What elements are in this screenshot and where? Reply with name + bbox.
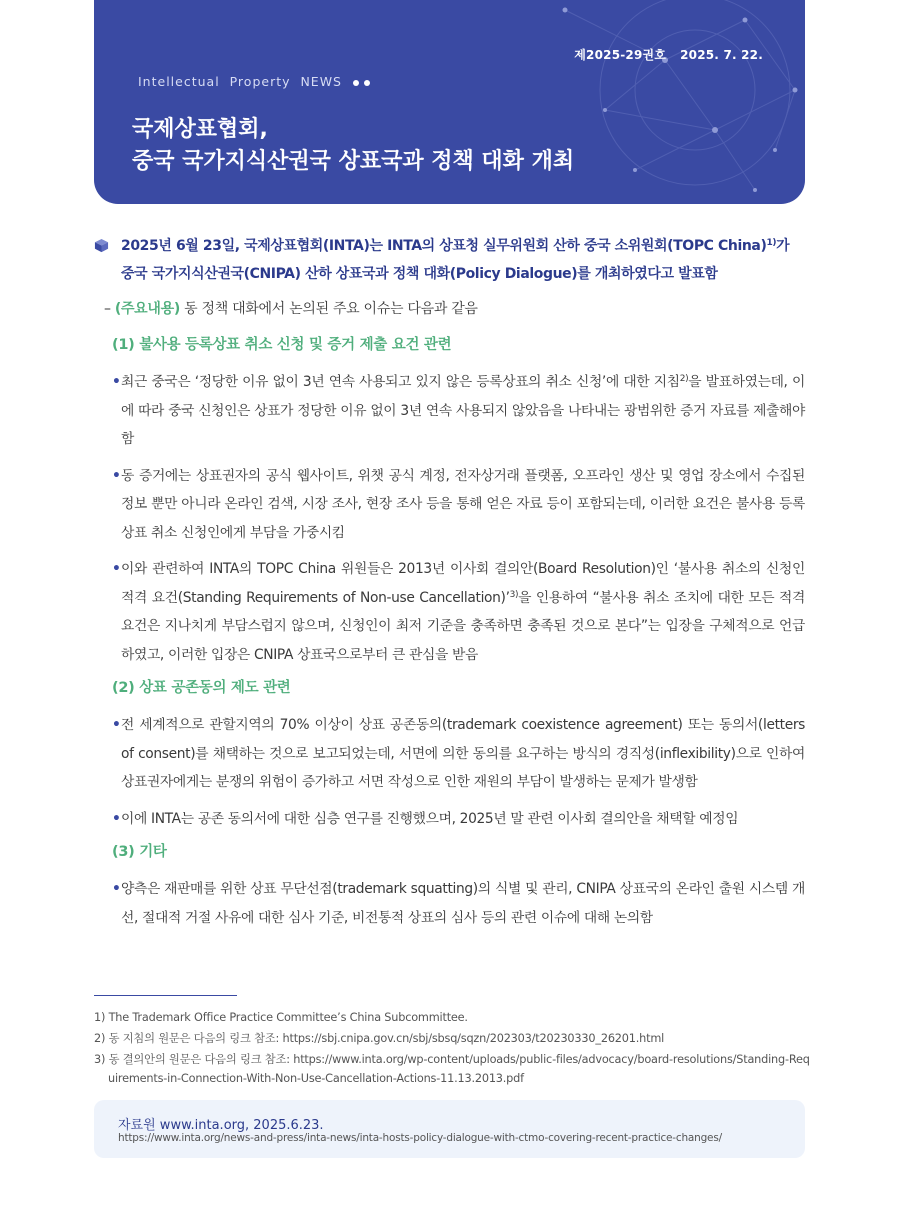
summary-label: (주요내용) <box>114 301 180 317</box>
section-1-list <box>94 368 805 669</box>
list-item-text: 동 증거에는 상표권자의 공식 웹사이트, 위챗 공식 계정, 전자상거래 플랫폼, 오프라인 생산 및 영업 장소에서 수집된 정보 뿐만 아니라 온라인 검색, 시장 조사, 현장 조사 등을 통해 얻은 자료 등이 포함되는데, 이러한 요건은 불사용 등록상표 취소 신청인에게 부담을 가중시킴 <box>121 467 805 541</box>
issue-info <box>574 46 763 63</box>
title-line-1: 국제상표협회, <box>132 117 268 142</box>
section-heading-1: (1) 불사용 등록상표 취소 신청 및 증거 제출 요건 관련 <box>112 337 452 353</box>
footnote-ref-1: 1) <box>766 238 777 248</box>
list-item: • 양측은 재판매를 위한 상표 무단선점(trademark squatting)의 식별 및 관리, CNIPA 상표국의 온라인 출원 시스템 개선, 절대적 거절 사유에 대한 심사 기준, 비전통적 상표의 심사 등의 관련 이슈에 대해 논의함 <box>112 881 805 926</box>
issue-number: 제2025-29권호 <box>574 48 667 62</box>
lead-line-1-tail: 가 <box>776 238 790 254</box>
footnote-ref-2: 2) <box>679 374 689 384</box>
list-item-text: 이와 관련하여 INTA의 TOPC China 위원들은 2013년 이사회 결의안(Board Resolution)인 ‘불사용 취소의 신청인 적격 요건(Standing Requirements of Non-use Cancellation)’ <box>121 561 805 606</box>
summary-dash: – <box>104 301 111 317</box>
footnotes <box>94 1008 810 1090</box>
lead-line-2: 중국 국가지식산권국(CNIPA) 산하 상표국과 정책 대화(Policy Dialogue)를 개최하였다고 발표함 <box>121 266 718 282</box>
footnote-ref-3: 3) <box>509 589 519 600</box>
footnote-2[interactable]: 2) 동 지침의 원문은 다음의 링크 참조: https://sbj.cnipa.gov.cn/sbj/sbsq/sqzn/202303/t20230330_26201.html <box>94 1032 665 1045</box>
list-item: • 이와 관련하여 INTA의 TOPC China 위원들은 2013년 이사회 결의안(Board Resolution)인 ‘불사용 취소의 신청인 적격 요건(Standing Requirements of Non-use Cancellation)’$^{3)}$을 인용하여 “불사용 취소 조치에 대한 모든 적격 요건은 지나치게 부담스럽지 않으며, 신청인이 최저 기준을 충족하면 충족된 것으로 본다”는 입장을 구체적으로 언급하였고, 이러한 입장은 CNIPA 상표국으로부터 큰 관심을 받음 <box>112 561 805 663</box>
list-item-text: 전 세계적으로 관할지역의 70% 이상이 상표 공존동의(trademark coexistence agreement) 또는 동의서(letters of consent)를 채택하는 것으로 보고되었는데, 서면에 의한 동의를 요구하는 방식의 경직성(inflexibility)으로 인하여 상표권자에게는 분쟁의 위험이 증가하고 서면 작성으로 인한 재원의 부담이 발생하는 문제가 발생함 <box>121 717 805 790</box>
lead-line-1: 2025년 6월 23일, 국제상표협회(INTA)는 INTA의 상표청 실무위원회 산하 중국 소위원회(TOPC China) <box>121 238 767 254</box>
list-item-text-tail: 을 발표하였는데, 이에 따라 중국 신청인은 상표가 정당한 이유 없이 3년 연속 사용되지 않았음을 나타내는 광범위한 증거 자료를 제출해야 함 <box>121 374 805 447</box>
summary-line <box>94 298 805 320</box>
network-decoration-icon <box>545 0 805 204</box>
dots-icon <box>348 74 370 89</box>
cube-bullet-icon <box>94 238 109 253</box>
article-body <box>94 232 805 940</box>
source-label[interactable]: 자료원 www.inta.org, 2025.6.23. <box>118 1118 324 1133</box>
header-banner <box>94 0 805 204</box>
list-item: • 동 증거에는 상표권자의 공식 웹사이트, 위챗 공식 계정, 전자상거래 플랫폼, 오프라인 생산 및 영업 장소에서 수집된 정보 뿐만 아니라 온라인 검색, 시장 조사, 현장 조사 등을 통해 얻은 자료 등이 포함되는데, 이러한 요건은 불사용 등록상표 취소 신청인에게 부담을 가중시킴 <box>112 467 805 541</box>
list-item-text: 이에 INTA는 공존 동의서에 대한 심층 연구를 진행했으며, 2025년 말 관련 이사회 결의안을 채택할 예정임 <box>121 810 739 827</box>
summary-text: 동 정책 대화에서 논의된 주요 이슈는 다음과 같음 <box>184 301 478 317</box>
footnote-3[interactable]: 3) 동 결의안의 원문은 다음의 링크 참조: https://www.inta.org/wp-content/uploads/public-files/advocacy/board-resolutions/Standing-Requirements-in-Connection-With-Non-Use-Cancellation-Actions-11.13.2013.pdf <box>94 1053 810 1085</box>
list-item-text-tail: 을 인용하여 “불사용 취소 조치에 대한 모든 적격 요건은 지나치게 부담스럽지 않으며, 신청인이 최저 기준을 충족하면 충족된 것으로 본다”는 입장을 구체적으로 언급하였고, 이러한 입장은 CNIPA 상표국으로부터 큰 관심을 받음 <box>121 589 805 663</box>
list-item: • 이에 INTA는 공존 동의서에 대한 심층 연구를 진행했으며, 2025년 말 관련 이사회 결의안을 채택할 예정임 <box>112 810 739 827</box>
source-url[interactable]: https://www.inta.org/news-and-press/inta-news/inta-hosts-policy-dialogue-with-ctmo-covering-recent-practice-changes/ <box>118 1132 722 1144</box>
series-label <box>138 74 370 89</box>
list-item-text: 최근 중국은 ‘정당한 이유 없이 3년 연속 사용되고 있지 않은 등록상표의 취소 신청’에 대한 지침 <box>121 374 680 390</box>
section-heading-2: (2) 상표 공존동의 제도 관련 <box>112 680 291 696</box>
footnote-1: 1) The Trademark Office Practice Committee’s China Subcommittee. <box>94 1011 468 1024</box>
lead-paragraph <box>94 232 805 288</box>
footnote-divider <box>94 995 237 996</box>
page-title <box>132 114 574 178</box>
list-item-text: 양측은 재판매를 위한 상표 무단선점(trademark squatting)의 식별 및 관리, CNIPA 상표국의 온라인 출원 시스템 개선, 절대적 거절 사유에 대한 심사 기준, 비전통적 상표의 심사 등의 관련 이슈에 대해 논의함 <box>121 881 805 926</box>
section-2-list <box>94 711 805 833</box>
list-item: • 최근 중국은 ‘정당한 이유 없이 3년 연속 사용되고 있지 않은 등록상표의 취소 신청’에 대한 지침$^{2)}$을 발표하였는데, 이에 따라 중국 신청인은 상표가 정당한 이유 없이 3년 연속 사용되지 않았음을 나타내는 광범위한 증거 자료를 제출해야 함 <box>112 374 805 447</box>
source-box <box>94 1100 805 1158</box>
section-heading-3: (3) 기타 <box>112 844 167 860</box>
list-item: • 전 세계적으로 관할지역의 70% 이상이 상표 공존동의(trademark coexistence agreement) 또는 동의서(letters of consent)를 채택하는 것으로 보고되었는데, 서면에 의한 동의를 요구하는 방식의 경직성(inflexibility)으로 인하여 상표권자에게는 분쟁의 위험이 증가하고 서면 작성으로 인한 재원의 부담이 발생하는 문제가 발생함 <box>112 717 805 790</box>
title-line-2: 중국 국가지식산권국 상표국과 정책 대화 개최 <box>132 149 575 174</box>
series-text: Intellectual Property NEWS <box>138 74 342 89</box>
issue-date: 2025. 7. 22. <box>680 48 763 62</box>
section-3-list <box>94 875 805 932</box>
